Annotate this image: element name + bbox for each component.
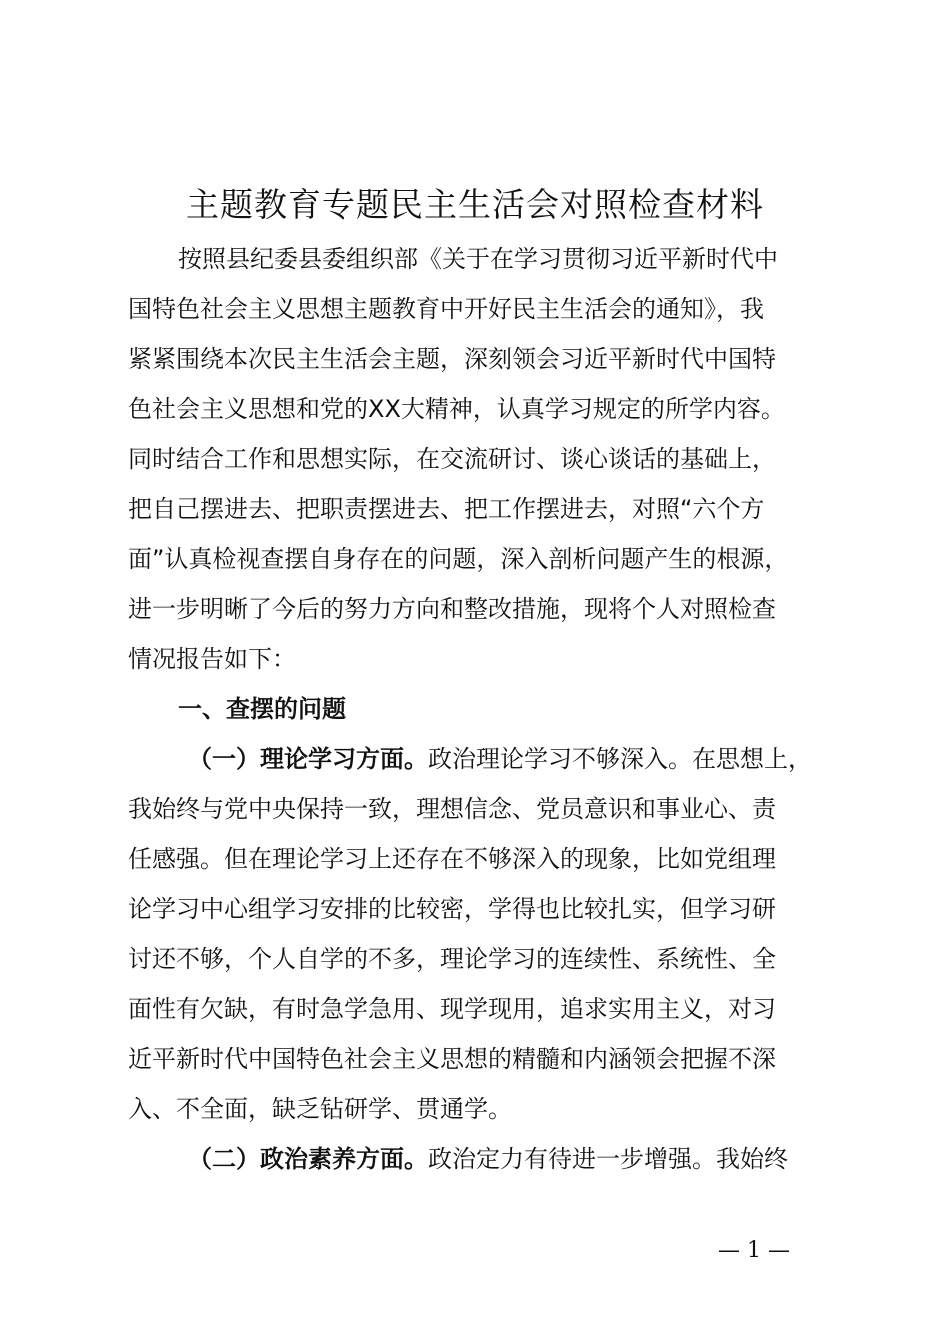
intro-line: 按照县纪委县委组织部《关于在学习贯彻习近平新时代中 [178, 245, 778, 273]
section-heading: 一、查摆的问题 [178, 695, 346, 723]
part1-label: （一）理论学习方面。 [188, 745, 428, 773]
intro-line: 把自己摆进去、把职责摆进去、把工作摆进去，对照“六个方 [128, 495, 765, 523]
part1-line: 面性有欠缺，有时急学急用、现学现用，追求实用主义，对习 [128, 995, 776, 1023]
page-number: — 1 — [718, 1238, 790, 1263]
intro-line: 同时结合工作和思想实际，在交流研讨、谈心谈话的基础上， [128, 445, 776, 473]
intro-line: 进一步明晰了今后的努力方向和整改措施，现将个人对照检查 [128, 595, 776, 623]
document-title: 主题教育专题民主生活会对照检查材料 [186, 185, 764, 224]
document-body [128, 234, 848, 1184]
part1-line: 讨还不够，个人自学的不多，理论学习的连续性、系统性、全 [128, 945, 776, 973]
part1-line: 论学习中心组学习安排的比较密，学得也比较扎实，但学习研 [128, 895, 776, 923]
part2-first-line-text: 政治定力有待进一步增强。我始终 [428, 1145, 788, 1173]
part1-first-line-text: 政治理论学习不够深入。在思想上， [428, 745, 812, 773]
part2-first-line [128, 1134, 848, 1184]
intro-line: 面”认真检视查摆自身存在的问题，深入剖析问题产生的根源， [128, 545, 789, 573]
intro-line: 色社会主义思想和党的XX大精神，认真学习规定的所学内容。 [128, 395, 785, 423]
part1-line: 入、不全面，缺乏钻研学、贯通学。 [128, 1095, 512, 1123]
part1-line: 近平新时代中国特色社会主义思想的精髓和内涵领会把握不深 [128, 1045, 776, 1073]
part1-first-line [128, 734, 848, 784]
intro-line: 紧紧围绕本次民主生活会主题，深刻领会习近平新时代中国特 [128, 345, 776, 373]
part2-label: （二）政治素养方面。 [188, 1145, 428, 1173]
intro-line: 情况报告如下： [128, 645, 296, 673]
part1-line: 任感强。但在理论学习上还存在不够深入的现象，比如党组理 [128, 845, 776, 873]
part1-line: 我始终与党中央保持一致，理想信念、党员意识和事业心、责 [128, 795, 776, 823]
intro-line: 国特色社会主义思想主题教育中开好民主生活会的通知》，我 [128, 295, 764, 323]
